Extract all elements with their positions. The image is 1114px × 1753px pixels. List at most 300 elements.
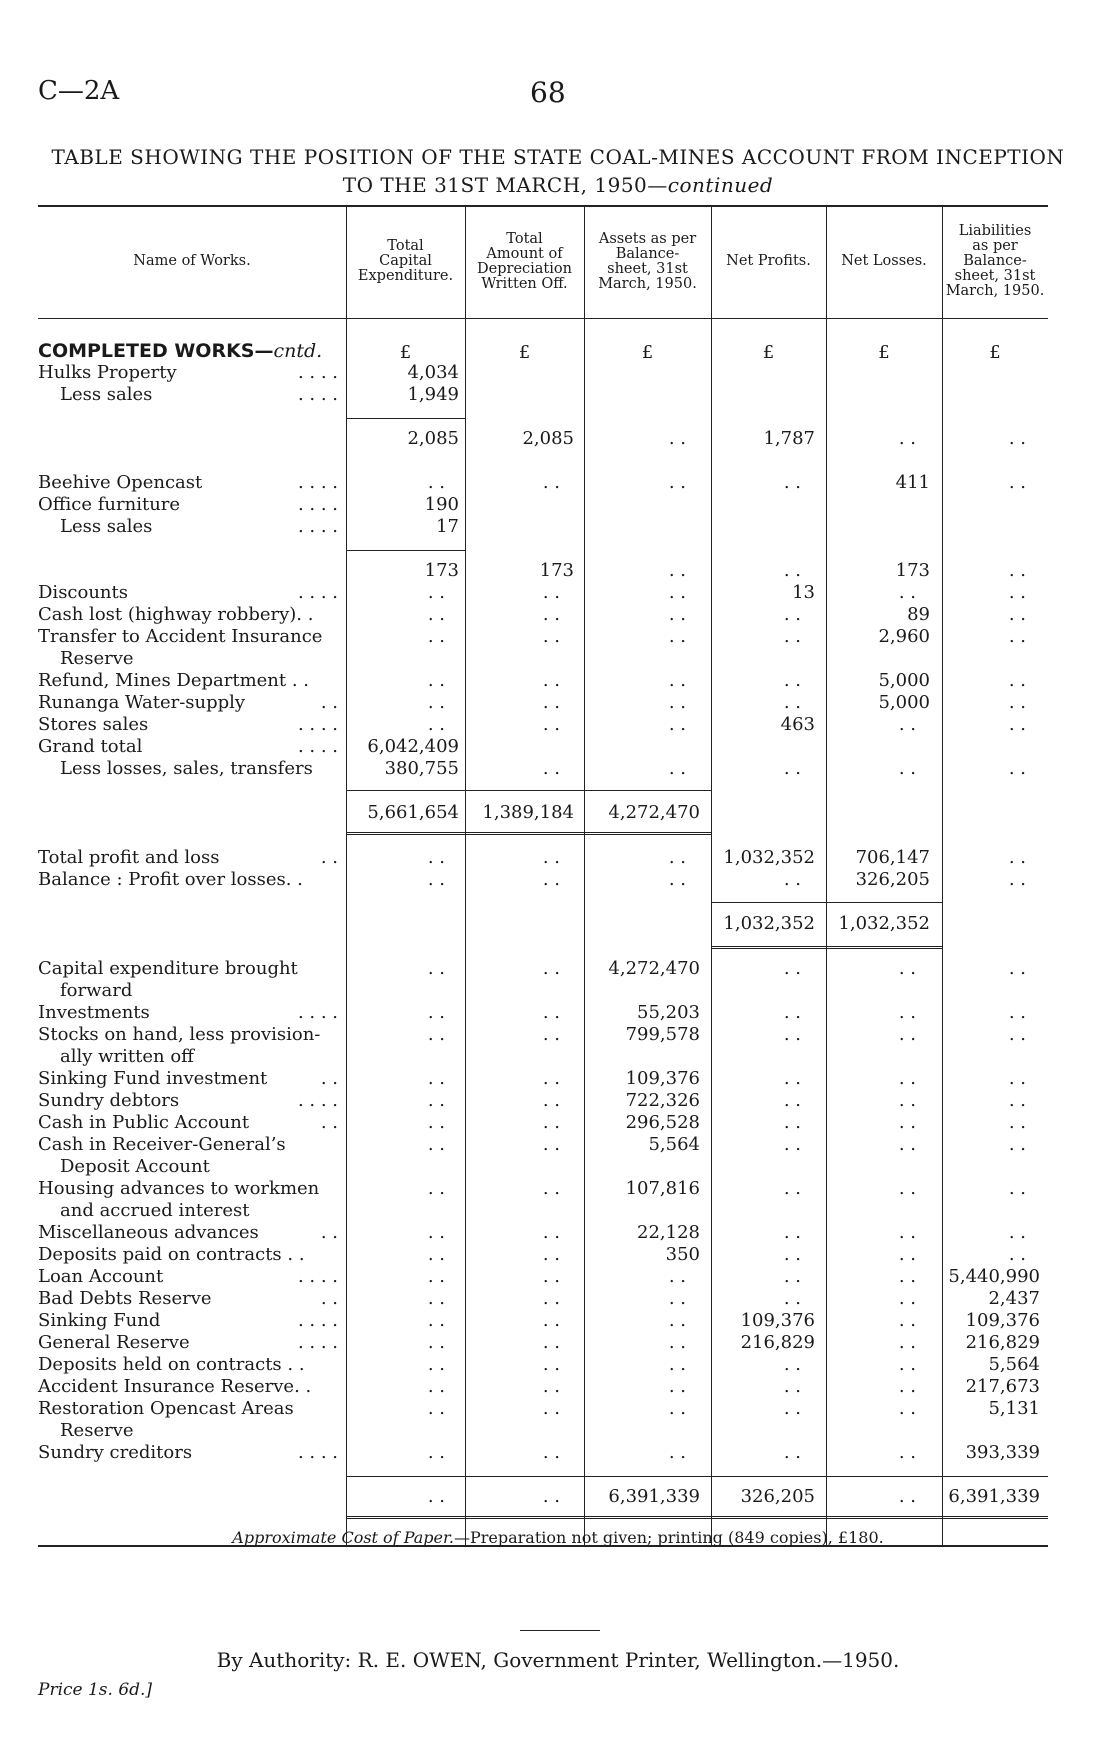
cell-loss: . . [898, 1332, 916, 1353]
cell-liab: . . [1008, 758, 1026, 779]
cell-cap: . . [427, 1244, 445, 1265]
total-double-rule [711, 946, 826, 949]
cell-dep: . . [542, 1486, 560, 1507]
price-note: Price 1s. 6d.] [38, 1680, 153, 1700]
cell-assets: 107,816 [625, 1178, 700, 1199]
cell-loss: . . [898, 1068, 916, 1089]
col-header-depreciation-line: Amount of [486, 245, 563, 262]
cell-liab: 5,440,990 [948, 1266, 1040, 1287]
cell-loss: 706,147 [855, 847, 930, 868]
table-row [0, 847, 1114, 869]
subtotal-rule [465, 790, 584, 791]
table-row [0, 626, 1114, 648]
cell-dep: . . [542, 604, 560, 625]
row-label: Accident Insurance Reserve. . [38, 1376, 312, 1397]
cell-assets: . . [668, 1398, 686, 1419]
cell-liab: . . [1008, 847, 1026, 868]
cell-assets: . . [668, 847, 686, 868]
subtotal-rule [346, 1476, 465, 1477]
cell-cap: . . [427, 847, 445, 868]
cell-loss: 1,032,352 [838, 913, 930, 934]
cell-liab: . . [1008, 958, 1026, 979]
table-row [0, 384, 1114, 406]
cell-cap: 173 [424, 560, 459, 581]
subtotal-rule [711, 1476, 826, 1477]
table-row [0, 604, 1114, 626]
row-label: Sinking Fund investment [38, 1068, 268, 1089]
cell-assets: . . [668, 626, 686, 647]
col-header-liabilities-line: as per [972, 238, 1018, 254]
cell-prof: 109,376 [740, 1310, 815, 1331]
cell-assets: . . [668, 472, 686, 493]
cell-prof: . . [783, 958, 801, 979]
row-label: Beehive Opencast [38, 472, 203, 493]
row-label: Sundry creditors [38, 1442, 193, 1463]
row-label-continuation: ally written off [60, 1046, 194, 1067]
table-row [0, 582, 1114, 604]
cell-cap: . . [427, 1222, 445, 1243]
col-header-liabilities-line: Balance- [963, 253, 1027, 269]
cell-liab: . . [1008, 1222, 1026, 1243]
cell-prof: . . [783, 560, 801, 581]
cell-dep: . . [542, 1222, 560, 1243]
cell-loss: . . [898, 1486, 916, 1507]
cell-loss: . . [898, 1266, 916, 1287]
col-header-name-line: Name of Works. [133, 253, 251, 269]
cell-assets: 6,391,339 [608, 1486, 700, 1507]
cell-dep: . . [542, 1178, 560, 1199]
row-label: Less losses, sales, transfers [60, 758, 313, 779]
cell-assets: 4,272,470 [608, 958, 700, 979]
cell-assets: . . [668, 582, 686, 603]
col-header-depreciation-line: Written Off. [481, 275, 568, 292]
cell-liab: 2,437 [988, 1288, 1040, 1309]
cell-dep: . . [542, 847, 560, 868]
cell-loss: . . [898, 582, 916, 603]
cell-liab: . . [1008, 472, 1026, 493]
row-label: Sundry debtors [38, 1090, 180, 1111]
cell-prof: 1,032,352 [723, 847, 815, 868]
table-row [0, 1156, 1114, 1178]
leader-dots: . . . . [297, 736, 338, 757]
cell-dep: . . [542, 1244, 560, 1265]
cell-assets: 5,564 [648, 1134, 700, 1155]
cell-liab: 393,339 [965, 1442, 1040, 1463]
leader-dots: . . . . [297, 582, 338, 603]
cell-loss: . . [898, 1354, 916, 1375]
cell-dep: . . [542, 1288, 560, 1309]
col-header-assets [584, 232, 711, 292]
cell-dep: . . [542, 1376, 560, 1397]
cell-dep: . . [542, 1354, 560, 1375]
cell-cap: . . [427, 1068, 445, 1089]
cell-cap: . . [427, 1002, 445, 1023]
cell-liab: . . [1008, 428, 1026, 449]
cell-loss: . . [898, 1002, 916, 1023]
cell-dep: . . [542, 758, 560, 779]
cell-dep: . . [542, 582, 560, 603]
row-label: Balance : Profit over losses. . [38, 869, 303, 890]
cell-cap: . . [427, 958, 445, 979]
cell-liab: . . [1008, 1112, 1026, 1133]
leader-dots: . . . . [297, 494, 338, 515]
table-row [0, 1376, 1114, 1398]
cell-liab: 5,564 [988, 1354, 1040, 1375]
cell-liab: . . [1008, 1002, 1026, 1023]
col-header-liabilities [942, 224, 1048, 299]
row-label: Refund, Mines Department . . [38, 670, 310, 691]
table-row [0, 758, 1114, 780]
table-title: TABLE SHOWING THE POSITION OF THE STATE COAL-MINES ACCOUNT FROM INCEPTION [51, 145, 1065, 169]
cell-loss: 2,960 [878, 626, 930, 647]
col-header-profits-line: Net Profits. [726, 253, 811, 269]
leader-dots: . . [320, 1112, 338, 1133]
cell-assets: . . [668, 869, 686, 890]
table-row [0, 494, 1114, 516]
cell-loss: 89 [907, 604, 930, 625]
total-double-rule [465, 832, 584, 835]
cell-cap: . . [427, 582, 445, 603]
cell-liab: . . [1008, 1090, 1026, 1111]
row-label-continuation: Reserve [60, 1420, 134, 1441]
cell-assets: . . [668, 1354, 686, 1375]
subtotal-rule [346, 790, 465, 791]
currency-symbol: £ [518, 342, 531, 363]
cell-prof: 1,032,352 [723, 913, 815, 934]
cell-prof: 1,787 [763, 428, 815, 449]
leader-dots: . . . . [297, 362, 338, 383]
table-row [0, 1046, 1114, 1068]
cell-prof: . . [783, 626, 801, 647]
total-double-rule [942, 1516, 1048, 1519]
cell-dep: . . [542, 1398, 560, 1419]
cell-loss: . . [898, 1024, 916, 1045]
cell-prof: . . [783, 1090, 801, 1111]
leader-dots: . . . . [297, 1266, 338, 1287]
cell-liab: . . [1008, 1244, 1026, 1265]
table-row [0, 1244, 1114, 1266]
cell-liab: . . [1008, 604, 1026, 625]
cell-liab: . . [1008, 1178, 1026, 1199]
row-label: Deposits paid on contracts . . [38, 1244, 305, 1265]
cell-prof: 326,205 [740, 1486, 815, 1507]
cell-cap: 1,949 [407, 384, 459, 405]
cell-loss: . . [898, 1376, 916, 1397]
cell-cap: . . [427, 692, 445, 713]
leader-dots: . . . . [297, 1310, 338, 1331]
cell-dep: . . [542, 692, 560, 713]
cell-prof: . . [783, 1178, 801, 1199]
leader-dots: . . [320, 1222, 338, 1243]
row-label: Hulks Property [38, 362, 177, 383]
cell-dep: . . [542, 1002, 560, 1023]
cell-loss: . . [898, 958, 916, 979]
cell-loss: . . [898, 1398, 916, 1419]
cell-loss: 173 [895, 560, 930, 581]
subtotal-rule [346, 550, 465, 551]
cell-cap: . . [427, 1134, 445, 1155]
table-row [0, 1310, 1114, 1332]
cell-loss: 5,000 [878, 670, 930, 691]
cell-liab: . . [1008, 1068, 1026, 1089]
currency-symbol: £ [762, 342, 775, 363]
table-row [0, 428, 1114, 450]
cell-prof: . . [783, 1112, 801, 1133]
paper-cost-note [38, 1528, 1078, 1547]
cell-dep: . . [542, 670, 560, 691]
cell-assets: . . [668, 604, 686, 625]
cell-cap: . . [427, 1376, 445, 1397]
row-label: Grand total [38, 736, 143, 757]
table-row [0, 736, 1114, 758]
cell-prof: 13 [792, 582, 815, 603]
cell-assets: . . [668, 1266, 686, 1287]
cell-prof: . . [783, 1266, 801, 1287]
table-row [0, 1112, 1114, 1134]
cell-cap: . . [427, 714, 445, 735]
col-header-capital [346, 239, 465, 284]
leader-dots: . . . . [297, 1090, 338, 1111]
table-row [0, 1288, 1114, 1310]
cell-prof: . . [783, 1134, 801, 1155]
cell-prof: . . [783, 1244, 801, 1265]
cell-dep: . . [542, 1090, 560, 1111]
cell-liab: . . [1008, 692, 1026, 713]
row-label: Less sales [60, 516, 153, 537]
page-number: 68 [530, 76, 566, 109]
footer-rule [520, 1630, 600, 1631]
subtotal-rule [942, 1476, 1048, 1477]
cell-assets: . . [668, 428, 686, 449]
row-label-continuation: and accrued interest [60, 1200, 250, 1221]
cell-liab: 217,673 [965, 1376, 1040, 1397]
cell-cap: . . [427, 1090, 445, 1111]
cell-prof: . . [783, 1398, 801, 1419]
row-label: Loan Account [38, 1266, 164, 1287]
leader-dots: . . [320, 1288, 338, 1309]
cell-loss: . . [898, 714, 916, 735]
cell-assets: 350 [665, 1244, 700, 1265]
row-label: Cash in Receiver-General’s [38, 1134, 286, 1155]
cell-loss: 411 [895, 472, 930, 493]
cell-dep: . . [542, 1332, 560, 1353]
table-row [0, 1134, 1114, 1156]
section-label [38, 340, 322, 362]
col-header-assets-line: Assets as per [598, 230, 697, 247]
row-label-continuation: Reserve [60, 648, 134, 669]
table-row [0, 692, 1114, 714]
row-label: Runanga Water-supply [38, 692, 246, 713]
cell-cap: 380,755 [384, 758, 459, 779]
cell-dep: . . [542, 1266, 560, 1287]
row-label: Transfer to Accident Insurance [38, 626, 323, 647]
cell-cap: . . [427, 1112, 445, 1133]
section-label-main: COMPLETED WORKS— [38, 340, 274, 362]
table-row [0, 362, 1114, 384]
cell-dep: . . [542, 1068, 560, 1089]
leader-dots: . . [320, 847, 338, 868]
row-label: Restoration Opencast Areas [38, 1398, 294, 1419]
cell-cap: 17 [436, 516, 459, 537]
table-row [0, 980, 1114, 1002]
cell-assets: . . [668, 714, 686, 735]
cell-dep: . . [542, 869, 560, 890]
table-row [0, 913, 1114, 935]
cell-loss: . . [898, 1134, 916, 1155]
currency-symbol: £ [989, 342, 1001, 363]
total-double-rule [584, 832, 711, 835]
cell-prof: . . [783, 1376, 801, 1397]
row-label: Bad Debts Reserve [38, 1288, 212, 1309]
cell-cap: . . [427, 1024, 445, 1045]
cell-assets: 22,128 [637, 1222, 700, 1243]
cell-liab: . . [1008, 714, 1026, 735]
table-row [0, 1200, 1114, 1222]
cell-dep: 173 [539, 560, 574, 581]
cell-assets: 296,528 [625, 1112, 700, 1133]
table-row [0, 1090, 1114, 1112]
table-row [0, 869, 1114, 891]
row-label-continuation: Deposit Account [60, 1156, 210, 1177]
cell-cap: . . [427, 1354, 445, 1375]
table-row [0, 670, 1114, 692]
cell-assets: 722,326 [625, 1090, 700, 1111]
printer-authority: By Authority: R. E. OWEN, Government Printer, Wellington.—1950. [216, 1648, 900, 1672]
table-row [0, 1024, 1114, 1046]
cell-loss: 5,000 [878, 692, 930, 713]
cell-prof: . . [783, 472, 801, 493]
leader-dots: . . . . [297, 714, 338, 735]
table-row [0, 958, 1114, 980]
cell-assets: . . [668, 1442, 686, 1463]
cell-loss: . . [898, 1090, 916, 1111]
cell-liab: 5,131 [988, 1398, 1040, 1419]
cell-liab: . . [1008, 626, 1026, 647]
row-label: Miscellaneous advances [38, 1222, 259, 1243]
cell-prof: . . [783, 1002, 801, 1023]
cell-cap: . . [427, 869, 445, 890]
cell-cap: . . [427, 670, 445, 691]
row-label: Investments [38, 1002, 150, 1023]
subtotal-rule [346, 418, 465, 419]
cell-cap: . . [427, 1398, 445, 1419]
table-row [0, 1222, 1114, 1244]
total-double-rule [826, 946, 942, 949]
cell-cap: . . [427, 626, 445, 647]
table-row [0, 1002, 1114, 1024]
cell-cap: 5,661,654 [367, 802, 459, 823]
cell-prof: . . [783, 1068, 801, 1089]
cell-cap: . . [427, 1178, 445, 1199]
col-header-assets-line: March, 1950. [598, 275, 697, 292]
cell-dep: . . [542, 1024, 560, 1045]
col-header-depreciation [465, 232, 584, 292]
table-row [0, 1068, 1114, 1090]
cell-dep: . . [542, 1134, 560, 1155]
total-double-rule [826, 1516, 942, 1519]
cell-assets: . . [668, 1310, 686, 1331]
subtotal-rule [584, 790, 711, 791]
table-title-line2-main: TO THE 31ST MARCH, 1950— [342, 173, 668, 197]
cell-assets: . . [668, 670, 686, 691]
row-label: Stocks on hand, less provision- [38, 1024, 321, 1045]
row-label: Less sales [60, 384, 153, 405]
cell-cap: . . [427, 1288, 445, 1309]
cell-liab: 109,376 [965, 1310, 1040, 1331]
row-label: Cash lost (highway robbery). . [38, 604, 314, 625]
col-header-name [38, 254, 346, 269]
cell-prof: . . [783, 670, 801, 691]
table-row [0, 1354, 1114, 1376]
row-label: Capital expenditure brought [38, 958, 298, 979]
cell-cap: . . [427, 1486, 445, 1507]
row-label: Deposits held on contracts . . [38, 1354, 305, 1375]
cell-cap: . . [427, 604, 445, 625]
table-row [0, 648, 1114, 670]
row-label: Discounts [38, 582, 128, 603]
cell-loss: . . [898, 1442, 916, 1463]
col-header-capital-line: Total [387, 238, 424, 254]
cell-assets: . . [668, 758, 686, 779]
paper-cost-label: Approximate Cost of Paper. [232, 1528, 454, 1547]
cell-assets: 55,203 [637, 1002, 700, 1023]
table-title-continued: continued [667, 173, 774, 197]
row-label: Office furniture [38, 494, 181, 515]
total-double-rule [346, 1516, 465, 1519]
col-header-depreciation-line: Depreciation [477, 260, 572, 277]
cell-dep: . . [542, 958, 560, 979]
row-label: Stores sales [38, 714, 149, 735]
cell-cap: . . [427, 1442, 445, 1463]
row-label: General Reserve [38, 1332, 190, 1353]
cell-loss: . . [898, 1178, 916, 1199]
leader-dots: . . . . [297, 1332, 338, 1353]
cell-loss: . . [898, 1244, 916, 1265]
cell-assets: 4,272,470 [608, 802, 700, 823]
currency-symbol: £ [878, 342, 890, 363]
cell-loss: . . [898, 1222, 916, 1243]
cell-loss: . . [898, 428, 916, 449]
cell-assets: . . [668, 692, 686, 713]
cell-assets: . . [668, 1332, 686, 1353]
row-label: Sinking Fund [38, 1310, 161, 1331]
cell-prof: . . [783, 869, 801, 890]
cell-loss: . . [898, 758, 916, 779]
cell-dep: . . [542, 626, 560, 647]
leader-dots: . . . . [297, 1002, 338, 1023]
table-row [0, 560, 1114, 582]
cell-dep: . . [542, 1442, 560, 1463]
cell-cap: . . [427, 1266, 445, 1287]
cell-dep: . . [542, 472, 560, 493]
leader-dots: . . . . [297, 384, 338, 405]
cell-loss: 326,205 [855, 869, 930, 890]
cell-assets: 109,376 [625, 1068, 700, 1089]
table-row [0, 1332, 1114, 1354]
col-header-losses [826, 254, 942, 269]
total-double-rule [584, 1516, 711, 1519]
cell-cap: . . [427, 1332, 445, 1353]
table-row [0, 714, 1114, 736]
cell-liab: . . [1008, 1134, 1026, 1155]
header-bottom-rule [38, 318, 1048, 319]
cell-assets: . . [668, 1376, 686, 1397]
total-double-rule [711, 1516, 826, 1519]
leader-dots: . . . . [297, 516, 338, 537]
table-row [0, 1178, 1114, 1200]
table-row [0, 1442, 1114, 1464]
table-row [0, 516, 1114, 538]
